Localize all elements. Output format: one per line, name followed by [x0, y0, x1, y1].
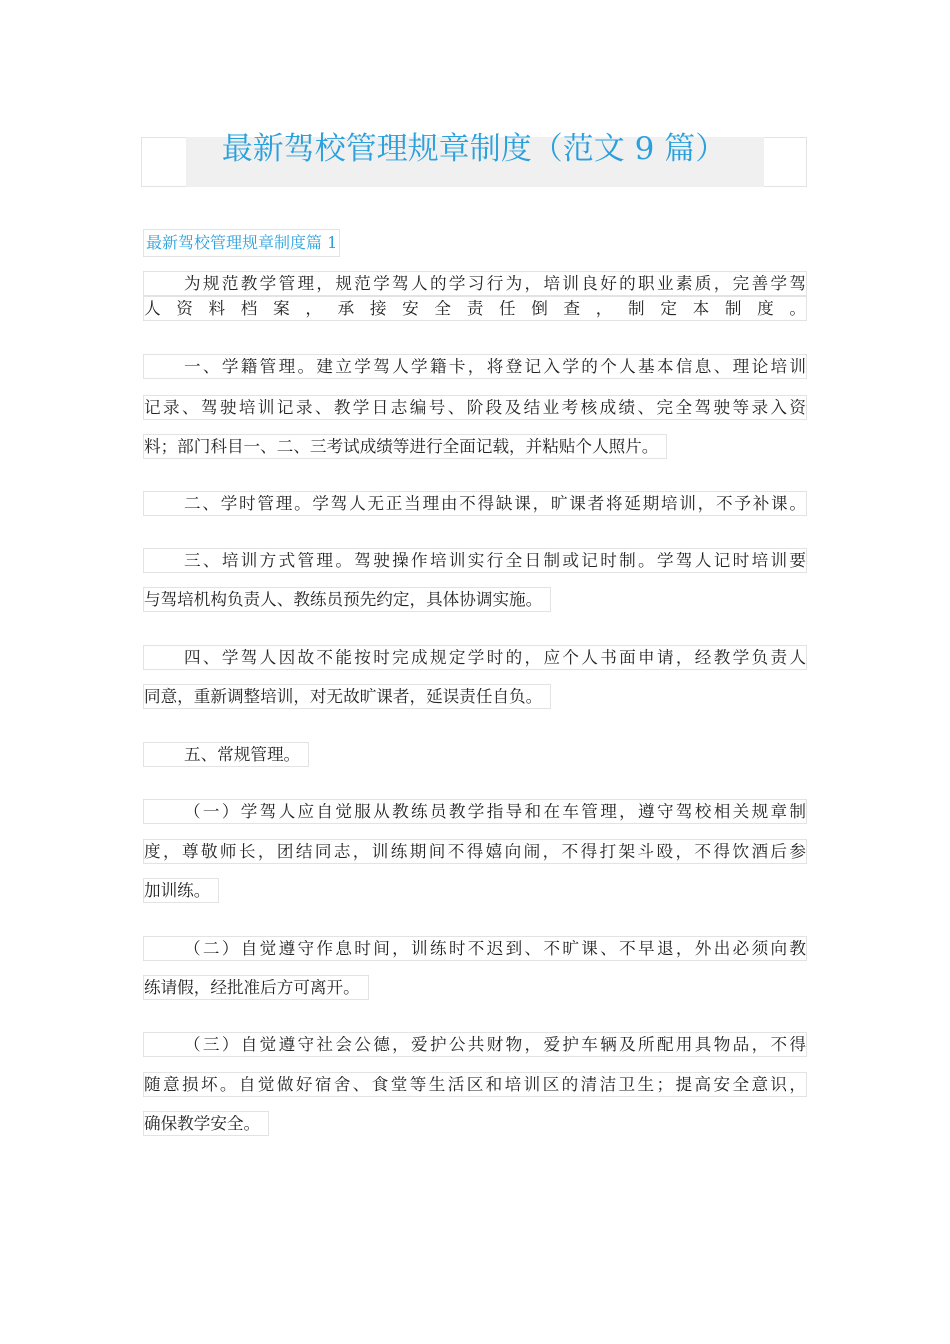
- paragraph-3-line-1: 二、学时管理。学驾人无正当理由不得缺课，旷课者将延期培训，不予补课。: [143, 491, 807, 516]
- paragraph-7-line-2: 度，尊敬师长，团结同志，训练期间不得嬉向闹，不得打架斗殴，不得饮酒后参: [143, 839, 807, 864]
- paragraph-8-line-2: 练请假，经批准后方可离开。: [143, 975, 369, 1000]
- paragraph-4-line-1: 三、培训方式管理。驾驶操作培训实行全日制或记时制。学驾人记时培训要: [143, 548, 807, 573]
- paragraph-1-line-1: 为规范教学管理，规范学驾人的学习行为，培训良好的职业素质，完善学驾: [143, 271, 807, 296]
- paragraph-6-line-1: 五、常规管理。: [143, 742, 309, 767]
- paragraph-8-line-1: （二）自觉遵守作息时间，训练时不迟到、不旷课、不早退，外出必须向教: [143, 936, 807, 961]
- paragraph-5-line-2: 同意，重新调整培训，对无故旷课者，延误责任自负。: [143, 684, 551, 709]
- paragraph-2-line-2: 记录、驾驶培训记录、教学日志编号、阶段及结业考核成绩、完全驾驶等录入资: [143, 395, 807, 420]
- paragraph-7-line-1: （一）学驾人应自觉服从教练员教学指导和在车管理，遵守驾校相关规章制: [143, 799, 807, 824]
- paragraph-2-line-3: 料；部门科目一、二、三考试成绩等进行全面记载，并粘贴个人照片。: [143, 434, 667, 459]
- paragraph-2-line-1: 一、学籍管理。建立学驾人学籍卡，将登记入学的个人基本信息、理论培训: [143, 354, 807, 379]
- paragraph-9-line-1: （三）自觉遵守社会公德，爱护公共财物，爱护车辆及所配用具物品，不得: [143, 1032, 807, 1057]
- paragraph-5-line-1: 四、学驾人因故不能按时完成规定学时的，应个人书面申请，经教学负责人: [143, 645, 807, 670]
- paragraph-9-line-3: 确保教学安全。: [143, 1111, 269, 1136]
- paragraph-9-line-2: 随意损坏。自觉做好宿舍、食堂等生活区和培训区的清洁卫生；提高安全意识，: [143, 1072, 807, 1097]
- paragraph-1-line-2: 人资料档案，承接安全责任倒查，制定本制度。: [143, 296, 807, 321]
- section-heading: 最新驾校管理规章制度篇 1: [143, 229, 340, 257]
- document-title: 最新驾校管理规章制度（范文 9 篇）: [221, 131, 727, 167]
- paragraph-7-line-3: 加训练。: [143, 878, 219, 903]
- paragraph-4-line-2: 与驾培机构负责人、教练员预先约定，具体协调实施。: [143, 587, 551, 612]
